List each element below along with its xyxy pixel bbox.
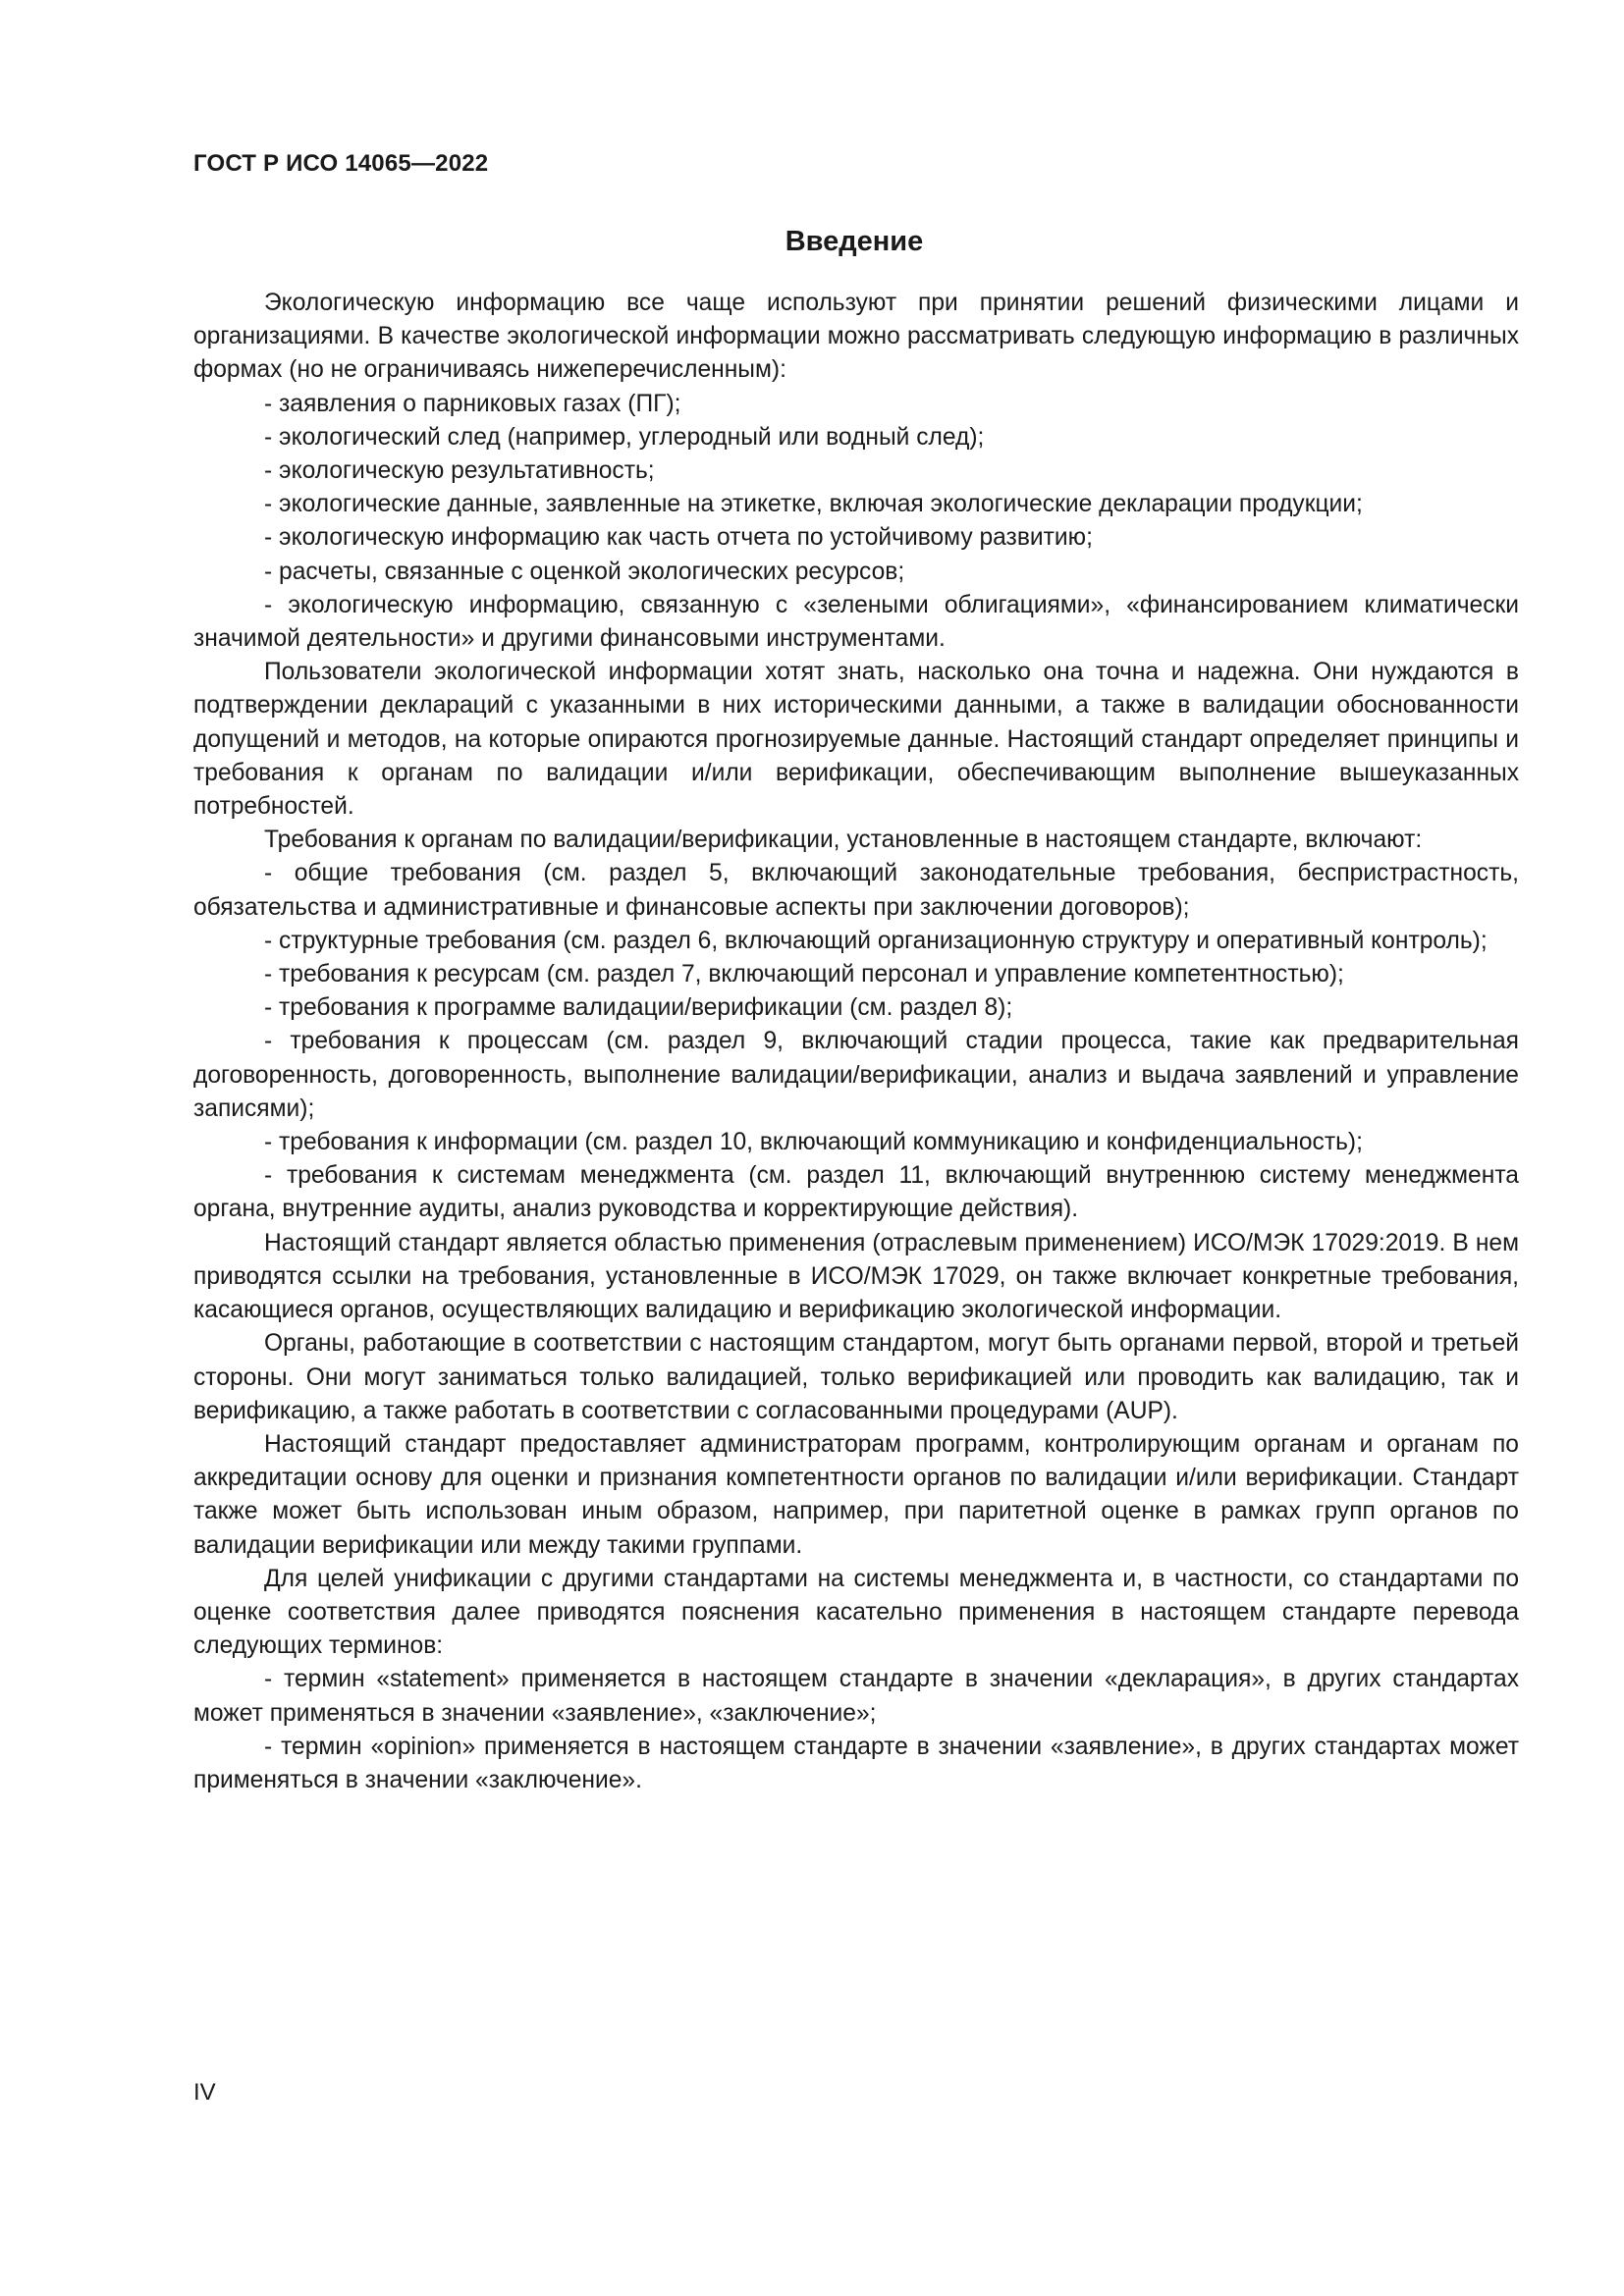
list-item: - термин «opinion» применяется в настоящем стандарте в значении «заявление», в других стандартах может применяться в значении «заключение».	[193, 1733, 1519, 1793]
list-item: - экологическую информацию как часть отчета по устойчивому развитию;	[264, 524, 1093, 552]
list-item: - требования к информации (см. раздел 10, включающий коммуникацию и конфиденциальность);	[264, 1129, 1363, 1156]
paragraph: Органы, работающие в соответствии с настоящим стандартом, могут быть органами первой, второй и третьей стороны. Они могут заниматься только валидацией, только верификацией или проводить как валидацию, так и верификацию, а также работать в соответствии с согласованными процедурами (AUP).	[193, 1330, 1519, 1424]
paragraph: Экологическую информацию все чаще используют при принятии решений физическими лицами и организациями. В качестве экологической информации можно рассматривать следующую информацию в различных формах (но не ограничиваясь нижеперечисленным):	[193, 290, 1519, 384]
list-item: - структурные требования (см. раздел 6, включающий организационную структуру и оперативный контроль);	[264, 927, 1488, 954]
list-item: - экологический след (например, углеродный или водный след);	[264, 423, 985, 451]
standard-id-header: ГОСТ Р ИСО 14065—2022	[193, 150, 489, 177]
paragraph: Настоящий стандарт является областью применения (отраслевым применением) ИСО/МЭК 17029:2019. В нем приводятся ссылки на требования, установленные в ИСО/МЭК 17029, он также включает конкретные требования, касающиеся органов, осуществляющих валидацию и верификацию экологической информации.	[193, 1229, 1519, 1324]
section-title: Введение	[785, 226, 924, 257]
paragraph: Требования к органам по валидации/верификации, установленные в настоящем стандарте, включают:	[264, 827, 1423, 854]
list-item: - общие требования (см. раздел 5, включающий законодательные требования, беспристрастность, обязательства и административные и финансовые аспекты при заключении договоров);	[193, 860, 1519, 921]
paragraph: Для целей унификации с другими стандартами на системы менеджмента и, в частности, со стандартами по оценке соответствия далее приводятся пояснения касательно применения в настоящем стандарте перевода следующих терминов:	[193, 1565, 1519, 1660]
list-item: - термин «statement» применяется в настоящем стандарте в значении «декларация», в других стандартах может применяться в значении «заявление», «заключение»;	[193, 1666, 1519, 1727]
page-number: IV	[193, 2079, 216, 2106]
list-item: - экологические данные, заявленные на этикетке, включая экологические декларации продукции;	[264, 491, 1363, 518]
paragraph: Настоящий стандарт предоставляет администраторам программ, контролирующим органам и органам по аккредитации основу для оценки и признания компетентности органов по валидации и/или верификации. Стандарт также может быть использован иным образом, например, при паритетной оценке в рамках групп органов по валидации верификации или между такими группами.	[193, 1430, 1519, 1559]
list-item: - расчеты, связанные с оценкой экологических ресурсов;	[264, 558, 905, 585]
body-text	[193, 287, 1519, 1797]
list-item: - экологическую информацию, связанную с «зелеными облигациями», «финансированием климатически значимой деятельности» и другими финансовыми инструментами.	[193, 591, 1519, 653]
list-item: - экологическую результативность;	[264, 457, 655, 485]
list-item: - требования к процессам (см. раздел 9, включающий стадии процесса, такие как предварительная договоренность, договоренность, выполнение валидации/верификации, анализ и выдача заявлений и управление записями);	[193, 1028, 1519, 1122]
list-item: - требования к системам менеджмента (см. раздел 11, включающий внутреннюю систему менеджмента органа, внутренние аудиты, анализ руководства и корректирующие действия).	[193, 1162, 1519, 1223]
list-item: - требования к ресурсам (см. раздел 7, включающий персонал и управление компетентностью);	[264, 961, 1344, 988]
paragraph: Пользователи экологической информации хотят знать, насколько она точна и надежна. Они нуждаются в подтверждении деклараций с указанными в них историческими данными, а также в валидации обоснованности допущений и методов, на которые опираются прогнозируемые данные. Настоящий стандарт определяет принципы и требования к органам по валидации и/или верификации, обеспечивающим выполнение вышеуказанных потребностей.	[193, 659, 1519, 821]
list-item: - заявления о парниковых газах (ПГ);	[264, 390, 681, 417]
list-item: - требования к программе валидации/верификации (см. раздел 8);	[264, 994, 1013, 1022]
